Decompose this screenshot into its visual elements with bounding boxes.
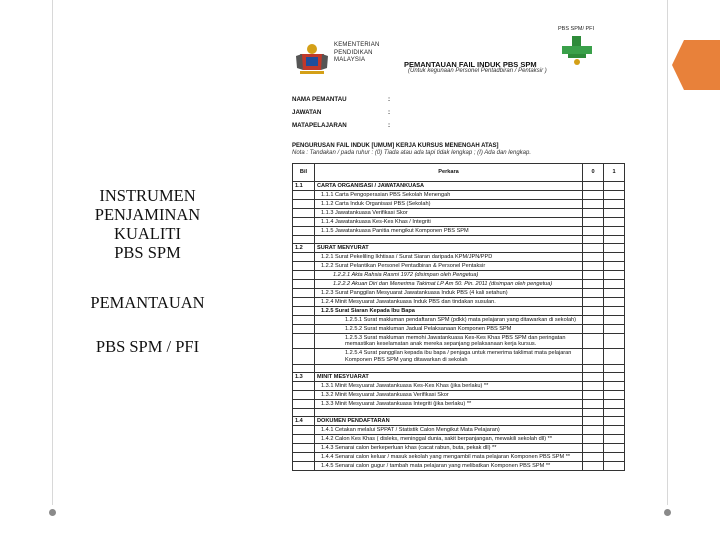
table-row	[293, 364, 625, 372]
checkbox-score-0[interactable]	[583, 227, 604, 236]
checkbox-score-1[interactable]	[604, 452, 625, 461]
checkbox-score-1[interactable]	[604, 209, 625, 218]
table-row	[293, 298, 625, 307]
checkbox-score-1[interactable]	[604, 399, 625, 408]
row-item: 1.2.5.2 Surat makluman Jadual Pelaksanaan Komponen PBS SPM	[315, 325, 583, 334]
row-number	[293, 390, 315, 399]
row-item: 1.2.5.3 Surat makluman memohi Jawatankuasa Kes-Kes Khas PBS SPM dan peringatan memastikan keselamatan anak mereka sepanjang pelaksanaan kerja kursus.	[315, 334, 583, 349]
row-item: 1.2.1 Surat Pekeliling Ikhtisas / Surat Siaran daripada KPM/JPN/PPD	[315, 253, 583, 262]
checkbox-score-0[interactable]	[583, 443, 604, 452]
checkbox-score-1[interactable]	[604, 200, 625, 209]
checkbox-score-1[interactable]	[604, 307, 625, 316]
row-number	[293, 209, 315, 218]
checkbox-score-1[interactable]	[604, 461, 625, 470]
row-number	[293, 349, 315, 364]
row-number	[293, 200, 315, 209]
checkbox-score-1[interactable]	[604, 381, 625, 390]
table-row	[293, 452, 625, 461]
row-number	[293, 364, 315, 372]
checkbox-score-1[interactable]	[604, 316, 625, 325]
row-item: 1.4.1 Cetakan melalui SPPAT / Statistik Calon Mengikut Mata Pelajaran)	[315, 425, 583, 434]
table-row	[293, 244, 625, 253]
row-number	[293, 280, 315, 289]
row-number	[293, 227, 315, 236]
row-number	[293, 381, 315, 390]
monitor-fields	[292, 96, 492, 135]
table-header-row	[293, 164, 625, 182]
row-number	[293, 443, 315, 452]
checkbox-score-1[interactable]	[604, 182, 625, 191]
row-item: 1.1.4 Jawatankuasa Kes-Kes Khas / Integriti	[315, 218, 583, 227]
checkbox-score-1[interactable]	[604, 280, 625, 289]
checkbox-score-1[interactable]	[604, 289, 625, 298]
row-number	[293, 253, 315, 262]
checkbox-score-0[interactable]	[583, 434, 604, 443]
checkbox-score-1[interactable]	[604, 298, 625, 307]
row-item: CARTA ORGANISASI / JAWATANKUASA	[315, 182, 583, 191]
row-item: 1.4.2 Calon Kes Khas ( disleks, meninggal dunia, sakit berpanjangan, mewakili sekolah dll) **	[315, 434, 583, 443]
checkbox-score-1[interactable]	[604, 244, 625, 253]
field-position: JAWATAN :	[292, 109, 391, 116]
row-number	[293, 191, 315, 200]
header-score-0: 0	[583, 164, 604, 182]
checkbox-score-0[interactable]	[583, 289, 604, 298]
row-number	[293, 307, 315, 316]
row-number	[293, 325, 315, 334]
row-number	[293, 408, 315, 416]
table-row	[293, 191, 625, 200]
row-number	[293, 271, 315, 280]
left-dot-icon	[49, 509, 56, 516]
row-item: 1.1.5 Jawatankuasa Panitia mengikut Komponen PBS SPM	[315, 227, 583, 236]
ministry-name: KEMENTERIAN PENDIDIKAN MALAYSIA	[334, 42, 380, 63]
row-item	[315, 364, 583, 372]
table-row	[293, 200, 625, 209]
checkbox-score-0[interactable]	[583, 364, 604, 372]
checklist-body	[293, 182, 625, 471]
row-number	[293, 218, 315, 227]
checkbox-score-0[interactable]	[583, 334, 604, 349]
table-row	[293, 443, 625, 452]
table-row	[293, 280, 625, 289]
checkbox-score-0[interactable]	[583, 416, 604, 425]
table-row	[293, 425, 625, 434]
row-number	[293, 236, 315, 244]
table-row	[293, 408, 625, 416]
row-number	[293, 461, 315, 470]
table-row	[293, 390, 625, 399]
row-item: 1.2.2 Surat Pelantikan Personel Pentadbiran & Personel Pentaksir	[315, 262, 583, 271]
checkbox-score-0[interactable]	[583, 236, 604, 244]
right-divider-line	[667, 0, 668, 505]
checkbox-score-0[interactable]	[583, 316, 604, 325]
checkbox-score-0[interactable]	[583, 209, 604, 218]
row-item: 1.2.4 Minit Mesyuarat Jawatankuasa Induk PBS dan tindakan susulan.	[315, 298, 583, 307]
checkbox-score-0[interactable]	[583, 271, 604, 280]
checkbox-score-0[interactable]	[583, 381, 604, 390]
checkbox-score-0[interactable]	[583, 298, 604, 307]
table-row	[293, 209, 625, 218]
table-row	[293, 307, 625, 316]
row-number	[293, 399, 315, 408]
row-item: 1.1.1 Carta Pengoperasian PBS Sekolah Menengah	[315, 191, 583, 200]
row-item	[315, 236, 583, 244]
table-row	[293, 399, 625, 408]
header-score-1: 1	[604, 164, 625, 182]
row-number: 1.2	[293, 244, 315, 253]
checkbox-score-1[interactable]	[604, 236, 625, 244]
right-dot-icon	[664, 509, 671, 516]
table-row	[293, 434, 625, 443]
checkbox-score-1[interactable]	[604, 325, 625, 334]
table-row	[293, 182, 625, 191]
checkbox-score-1[interactable]	[604, 218, 625, 227]
checkbox-score-1[interactable]	[604, 416, 625, 425]
left-divider-line	[52, 0, 53, 505]
scope-section	[292, 143, 622, 157]
row-number: 1.3	[293, 372, 315, 381]
slide-title-line: KUALITI	[114, 224, 181, 243]
checkbox-score-1[interactable]	[604, 262, 625, 271]
checklist-table	[292, 163, 625, 471]
checkbox-score-0[interactable]	[583, 408, 604, 416]
checkbox-score-0[interactable]	[583, 182, 604, 191]
checkbox-score-0[interactable]	[583, 191, 604, 200]
header-bil: Bil	[293, 164, 315, 182]
checkbox-score-0[interactable]	[583, 280, 604, 289]
table-row	[293, 289, 625, 298]
row-number: 1.4	[293, 416, 315, 425]
row-item: 1.2.2.1 Akta Rahsia Rasmi 1972 (disimpan oleh Pengetua)	[315, 271, 583, 280]
checkbox-score-1[interactable]	[604, 349, 625, 364]
slide-subtitle-monitoring: PEMANTAUAN	[90, 293, 205, 312]
corner-label: PBS SPM/ PFI	[558, 26, 595, 32]
checkbox-score-1[interactable]	[604, 271, 625, 280]
table-row	[293, 253, 625, 262]
checkbox-score-0[interactable]	[583, 200, 604, 209]
document-subtitle: (Untuk kegunaan Personel Pentadbiran / Pentaksir )	[408, 68, 547, 74]
scope-heading: PENGURUSAN FAIL INDUK [UMUM] KERJA KURSUS MENENGAH ATAS]	[292, 143, 499, 149]
checkbox-score-1[interactable]	[604, 425, 625, 434]
checkbox-score-0[interactable]	[583, 262, 604, 271]
row-item: 1.2.3 Surat Panggilan Mesyuarat Jawatankuasa Induk PBS (4 kali setahun)	[315, 289, 583, 298]
table-row	[293, 236, 625, 244]
row-item: 1.2.5.4 Surat panggilan kepada ibu bapa / penjaga untuk menerima taklimat mata pelajaran Komponen PBS SPM yang ditawarkan di sekolah	[315, 349, 583, 364]
checkbox-score-1[interactable]	[604, 372, 625, 381]
row-number	[293, 434, 315, 443]
row-number	[293, 298, 315, 307]
slide-subtitle-program: PBS SPM / PFI	[95, 337, 200, 356]
table-row	[293, 334, 625, 349]
table-row	[293, 349, 625, 364]
checkbox-score-1[interactable]	[604, 227, 625, 236]
row-number	[293, 289, 315, 298]
row-item	[315, 408, 583, 416]
row-number	[293, 262, 315, 271]
checkbox-score-0[interactable]	[583, 244, 604, 253]
field-monitor-name: NAMA PEMANTAU :	[292, 96, 391, 103]
header-perkara: Perkara	[315, 164, 583, 182]
field-subject: MATAPELAJARAN :	[292, 122, 391, 129]
document-page	[290, 20, 632, 526]
row-item: 1.1.3 Jawatankuasa Verifikasi Skor	[315, 209, 583, 218]
slide-title-line: PENJAMINAN	[94, 205, 201, 224]
checkbox-score-1[interactable]	[604, 390, 625, 399]
row-item: 1.4.3 Senarai calon berkeperluan khas (cacat rabun, buta, pekak dll) **	[315, 443, 583, 452]
checkbox-score-0[interactable]	[583, 372, 604, 381]
coat-of-arms-icon	[294, 42, 330, 76]
row-item: 1.1.2 Carta Induk Organisasi PBS (Sekolah)	[315, 200, 583, 209]
checkbox-score-1[interactable]	[604, 443, 625, 452]
row-number	[293, 425, 315, 434]
table-row	[293, 218, 625, 227]
row-item: 1.2.5.1 Surat makluman pendaftaran SPM (pdkk) mata pelajaran yang ditawarkan di sekolah)	[315, 316, 583, 325]
row-number	[293, 452, 315, 461]
row-item: MINIT MESYUARAT	[315, 372, 583, 381]
row-item: 1.3.1 Minit Mesyuarat Jawatankuasa Kes-Kes Khas (jika berlaku) **	[315, 381, 583, 390]
orange-arrow-icon	[672, 40, 720, 90]
pbs-logo-icon	[560, 36, 594, 66]
checkbox-score-1[interactable]	[604, 408, 625, 416]
table-row	[293, 262, 625, 271]
checkbox-score-0[interactable]	[583, 307, 604, 316]
row-number	[293, 334, 315, 349]
checkbox-score-0[interactable]	[583, 461, 604, 470]
checkbox-score-0[interactable]	[583, 325, 604, 334]
slide-title-line: PBS SPM	[114, 243, 181, 262]
table-row	[293, 372, 625, 381]
table-row	[293, 271, 625, 280]
checkbox-score-0[interactable]	[583, 218, 604, 227]
row-item: 1.3.2 Minit Mesyuarat Jawatankuasa Verifikasi Skor	[315, 390, 583, 399]
slide-title-line: INSTRUMEN	[99, 186, 196, 205]
row-item: 1.3.3 Minit Mesyuarat Jawatankuasa Integriti (jika berlaku) **	[315, 399, 583, 408]
checkbox-score-0[interactable]	[583, 452, 604, 461]
checkbox-score-0[interactable]	[583, 390, 604, 399]
row-item: 1.4.5 Senarai calon gugur / tambah mata pelajaran yang melibatkan Komponen PBS SPM **	[315, 461, 583, 470]
checkbox-score-0[interactable]	[583, 425, 604, 434]
checkbox-score-1[interactable]	[604, 253, 625, 262]
row-item: SURAT MENYURAT	[315, 244, 583, 253]
slide-title	[40, 186, 255, 262]
checkbox-score-1[interactable]	[604, 334, 625, 349]
table-row	[293, 325, 625, 334]
table-row	[293, 316, 625, 325]
document-title: PEMANTAUAN FAIL INDUK PBS SPM	[404, 60, 537, 69]
row-number: 1.1	[293, 182, 315, 191]
table-row	[293, 461, 625, 470]
checkbox-score-1[interactable]	[604, 191, 625, 200]
row-number	[293, 316, 315, 325]
checkbox-score-1[interactable]	[604, 364, 625, 372]
table-row	[293, 227, 625, 236]
table-row	[293, 381, 625, 390]
row-item: 1.4.4 Senarai calon keluar / masuk sekolah yang mengambil mata pelajaran Komponen PBS SPM **	[315, 452, 583, 461]
row-item: 1.2.2.2 Akuan Diri dan Menerima Takimat LP Am 50. Pin. 2011 (disimpan oleh pengetua)	[315, 280, 583, 289]
table-row	[293, 416, 625, 425]
checkbox-score-0[interactable]	[583, 253, 604, 262]
checkbox-score-0[interactable]	[583, 349, 604, 364]
checkbox-score-1[interactable]	[604, 434, 625, 443]
row-item: DOKUMEN PENDAFTARAN	[315, 416, 583, 425]
document-header	[290, 20, 632, 90]
checkbox-score-0[interactable]	[583, 399, 604, 408]
scope-note: Nota : Tandakan / pada ruhur : (0) Tiada atau ada tapi tidak lengkap ; (I) Ada dan lengkap.	[292, 150, 531, 156]
row-item: 1.2.5 Surat Siaran Kepada Ibu Bapa	[315, 307, 583, 316]
